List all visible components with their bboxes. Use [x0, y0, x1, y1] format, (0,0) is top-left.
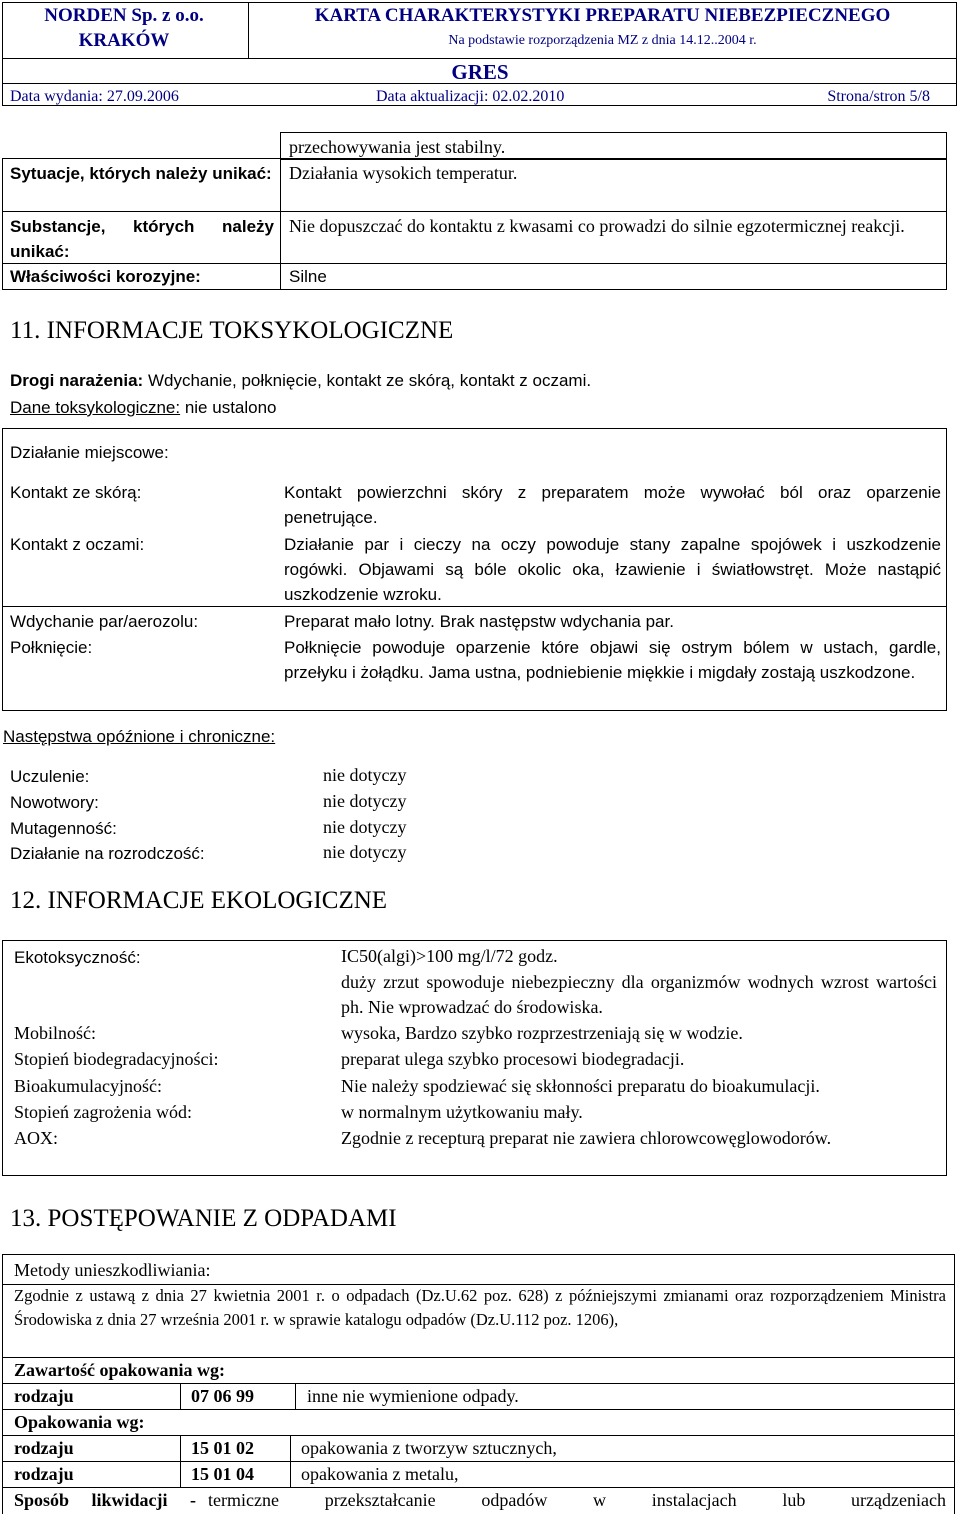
waste-col-divider	[295, 1383, 296, 1409]
exposure-value: Wdychanie, połknięcie, kontakt ze skórą, kontakt z oczami.	[147, 371, 592, 390]
eco-value: IC50(algi)>100 mg/l/72 godz. duży zrzut spowoduje niebezpieczny dla organizmów wodnych wzrost wartości ph. Nie wprowadzać do środowiska.	[341, 946, 937, 1017]
local-effects-rule	[2, 606, 947, 607]
issue-date: Data wydania: 27.09.2006	[10, 88, 179, 105]
methods-label: Metody unieszkodliwiania:	[14, 1260, 211, 1280]
disposal-row	[14, 1488, 946, 1513]
waste-rule	[2, 1409, 955, 1410]
update-date: Data aktualizacji: 02.02.2010	[376, 88, 565, 105]
content-label: Zawartość opakowania wg:	[14, 1360, 226, 1380]
eco-label: Mobilność:	[14, 1023, 97, 1043]
chronic-value: nie dotyczy	[323, 842, 407, 862]
packaging-label: Opakowania wg:	[14, 1412, 145, 1432]
chronic-label: Nowotwory:	[10, 793, 99, 812]
eco-label: Stopień biodegradacyjności:	[14, 1049, 219, 1069]
document-title: KARTA CHARAKTERYSTYKI PREPARATU NIEBEZPIECZNEGO	[314, 5, 891, 26]
tox-value: nie ustalono	[184, 398, 277, 417]
eco-label: Bioakumulacyjność:	[14, 1076, 162, 1096]
stability-value: Silne	[289, 267, 327, 286]
chronic-effects-title: Następstwa opóźnione i chroniczne:	[3, 727, 276, 746]
content-kind: rodzaju	[14, 1386, 74, 1406]
packaging-desc: opakowania z metalu,	[301, 1464, 459, 1484]
eco-label: Stopień zagrożenia wód:	[14, 1102, 192, 1122]
stability-intro: przechowywania jest stabilny.	[289, 137, 506, 157]
chronic-label: Mutagenność:	[10, 819, 117, 838]
local-effect-value: Połknięcie powoduje oparzenie które objawi się ostrym bólem w ustach, gardle, przełyku i żołądku. Jama ustna, podniebienie miękkie i migdały zostają uszkodzone.	[284, 638, 941, 682]
waste-rule	[2, 1461, 955, 1462]
methods-text: Zgodnie z ustawą z dnia 27 kwietnia 2001 r. o odpadach (Dz.U.62 poz. 628) z późniejszymi zmianami oraz rozporządzeniem Ministra Środowiska z dnia 27 września 2001 r. w sprawie katalogu odpadów (Dz.U.112 poz. 1206),	[14, 1286, 946, 1329]
local-effect-label: Połknięcie:	[10, 638, 93, 657]
stability-label: Substancje, których należy unikać:	[10, 217, 274, 261]
tox-data	[10, 397, 277, 419]
local-effect-value: Preparat mało lotny. Brak następstw wdychania par.	[284, 612, 674, 631]
exposure-routes	[10, 370, 591, 392]
local-effect-label: Kontakt z oczami:	[10, 535, 145, 554]
company-city: KRAKÓW	[78, 30, 170, 51]
product-name: GRES	[451, 60, 509, 84]
chronic-label: Działanie na rozrodczość:	[10, 844, 205, 863]
disposal-text: termiczne przekształcanie odpadów w instalacjach lub urządzeniach	[208, 1490, 946, 1510]
stability-label: Sytuacje, których należy unikać:	[10, 164, 272, 183]
eco-label: AOX:	[14, 1128, 58, 1148]
section-11-title: 11. INFORMACJE TOKSYKOLOGICZNE	[10, 317, 454, 344]
chronic-label: Uczulenie:	[10, 767, 90, 786]
packaging-desc: opakowania z tworzyw sztucznych,	[301, 1438, 557, 1458]
section-13-title: 13. POSTĘPOWANIE Z ODPADAMI	[10, 1205, 397, 1232]
local-effect-value: Działanie par i cieczy na oczy powoduje stany zapalne spojówek i uszkodzenie rogówki. Objawami są bóle okolic oka, łzawienie i światłowstręt. Może nastąpić uszkodzenie wzroku.	[284, 535, 941, 604]
packaging-code: 15 01 04	[191, 1464, 254, 1484]
local-effect-label: Kontakt ze skórą:	[10, 483, 142, 502]
stability-value: Nie dopuszczać do kontaktu z kwasami co prowadzi do silnie egzotermicznej reakcji.	[289, 216, 905, 236]
local-effect-label: Wdychanie par/aerozolu:	[10, 612, 199, 631]
packaging-kind: rodzaju	[14, 1464, 74, 1484]
packaging-kind: rodzaju	[14, 1438, 74, 1458]
regulation-note: Na podstawie rozporządzenia MZ z dnia 14.12..2004 r.	[448, 33, 757, 48]
stability-label: Właściwości korozyjne:	[10, 267, 201, 286]
waste-col-divider	[180, 1383, 181, 1409]
eco-value: Zgodnie z recepturą preparat nie zawiera chlorowcowęglowodorów.	[341, 1128, 832, 1148]
content-desc: inne nie wymienione odpady.	[307, 1386, 519, 1406]
eco-value: wysoka, Bardzo szybko rozprzestrzeniają się w wodzie.	[341, 1023, 743, 1043]
stability-value: Działania wysokich temperatur.	[289, 163, 518, 183]
local-effects-title: Działanie miejscowe:	[10, 443, 169, 462]
header-rule	[2, 58, 957, 59]
eco-value: w normalnym użytkowaniu mały.	[341, 1102, 583, 1122]
local-effect-value: Kontakt powierzchni skóry z preparatem może wywołać ból oraz oparzenie penetrujące.	[284, 483, 941, 527]
eco-value: preparat ulega szybko procesowi biodegradacji.	[341, 1049, 685, 1069]
eco-label: Ekotoksyczność:	[14, 948, 141, 967]
header-divider	[248, 2, 249, 58]
eco-value: Nie należy spodziewać się skłonności preparatu do bioakumulacji.	[341, 1076, 820, 1096]
exposure-label: Drogi narażenia:	[10, 371, 144, 390]
page-number: Strona/stron 5/8	[827, 88, 930, 105]
section-12-title: 12. INFORMACJE EKOLOGICZNE	[10, 887, 388, 914]
content-code: 07 06 99	[191, 1386, 254, 1406]
stability-divider	[280, 158, 281, 290]
chronic-value: nie dotyczy	[323, 791, 407, 811]
stability-rule	[2, 211, 947, 212]
company-name: NORDEN Sp. z o.o.	[44, 5, 204, 26]
tox-label: Dane toksykologiczne:	[10, 398, 181, 417]
disposal-label: Sposób likwidacji -	[14, 1490, 197, 1510]
chronic-value: nie dotyczy	[323, 817, 407, 837]
packaging-code: 15 01 02	[191, 1438, 254, 1458]
chronic-value: nie dotyczy	[323, 765, 407, 785]
